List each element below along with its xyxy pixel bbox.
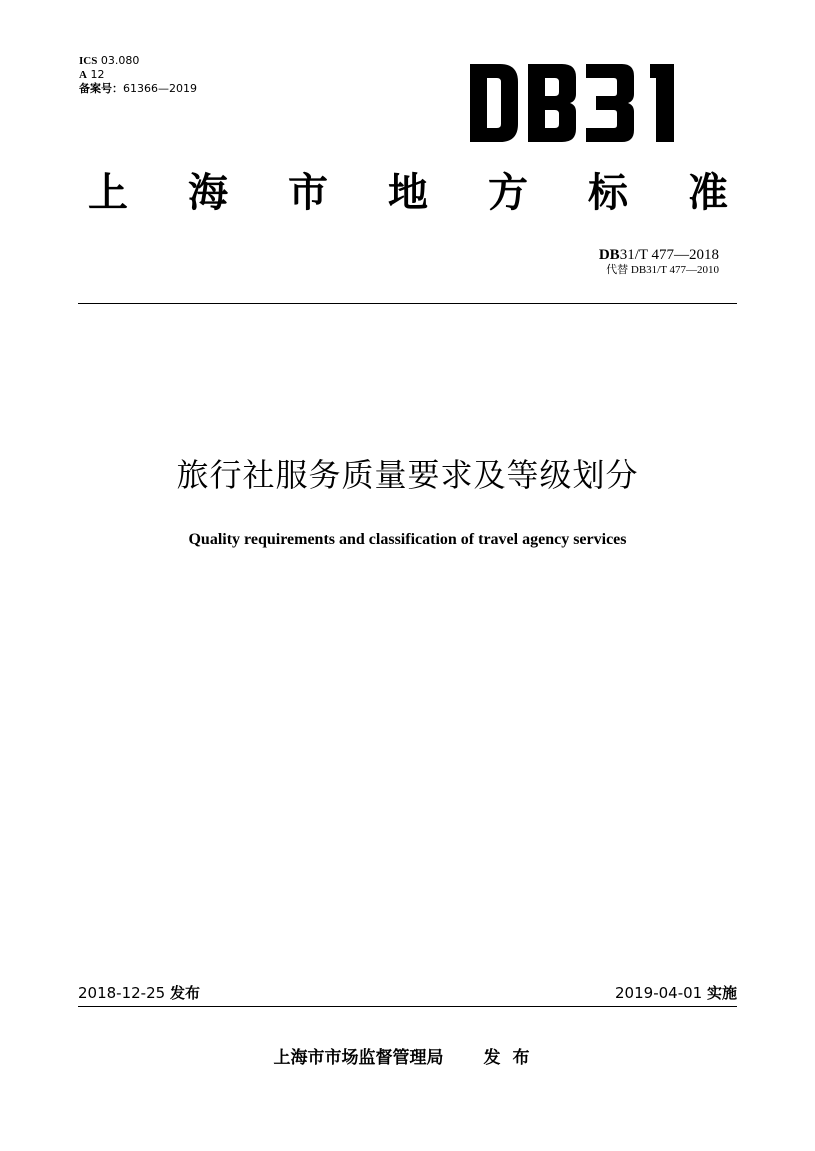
footer-divider	[78, 1006, 737, 1007]
classification-meta	[79, 54, 197, 95]
effective-date	[615, 983, 737, 1003]
publisher	[0, 1047, 815, 1069]
standard-type-char: 方	[488, 170, 528, 216]
publisher-action: 发布	[483, 1048, 542, 1068]
ics-label: ICS	[79, 55, 98, 67]
header-divider	[78, 303, 737, 304]
record-label: 备案号：	[79, 82, 123, 95]
issue-date-value: 2018-12-25	[78, 984, 166, 1002]
standard-type-char: 标	[588, 170, 628, 216]
record-line	[79, 82, 197, 95]
standard-prefix: DB	[598, 247, 620, 263]
publisher-org: 上海市市场监督管理局	[273, 1048, 444, 1068]
date-row	[78, 983, 737, 1003]
document-title-cn: 旅行社服务质量要求及等级划分	[176, 456, 639, 494]
class-value: 12	[90, 68, 105, 81]
standard-type-char: 市	[288, 170, 328, 216]
standard-type-char: 地	[388, 170, 428, 216]
ics-line	[79, 54, 197, 68]
class-line	[79, 68, 197, 82]
replaces-standard: 代替 DB31/T 477—2010	[606, 264, 719, 276]
record-value: 61366—2019	[123, 82, 197, 95]
document-title-en: Quality requirements and classification of travel agency services	[188, 531, 627, 548]
ics-value: 03.080	[100, 54, 140, 67]
db31-logo	[470, 64, 692, 142]
effective-date-label: 实施	[706, 984, 737, 1002]
class-label: A	[79, 69, 87, 81]
issue-date	[78, 983, 200, 1003]
standard-number	[599, 247, 719, 264]
issue-date-label: 发布	[169, 984, 200, 1002]
standard-type-char: 上	[88, 170, 128, 216]
standard-number-value: 31/T 477—2018	[619, 247, 719, 263]
standard-type-heading	[88, 168, 728, 218]
standard-type-char: 海	[188, 170, 228, 216]
standard-codes	[599, 247, 719, 277]
effective-date-value: 2019-04-01	[615, 984, 703, 1002]
standard-type-char: 准	[688, 170, 728, 216]
